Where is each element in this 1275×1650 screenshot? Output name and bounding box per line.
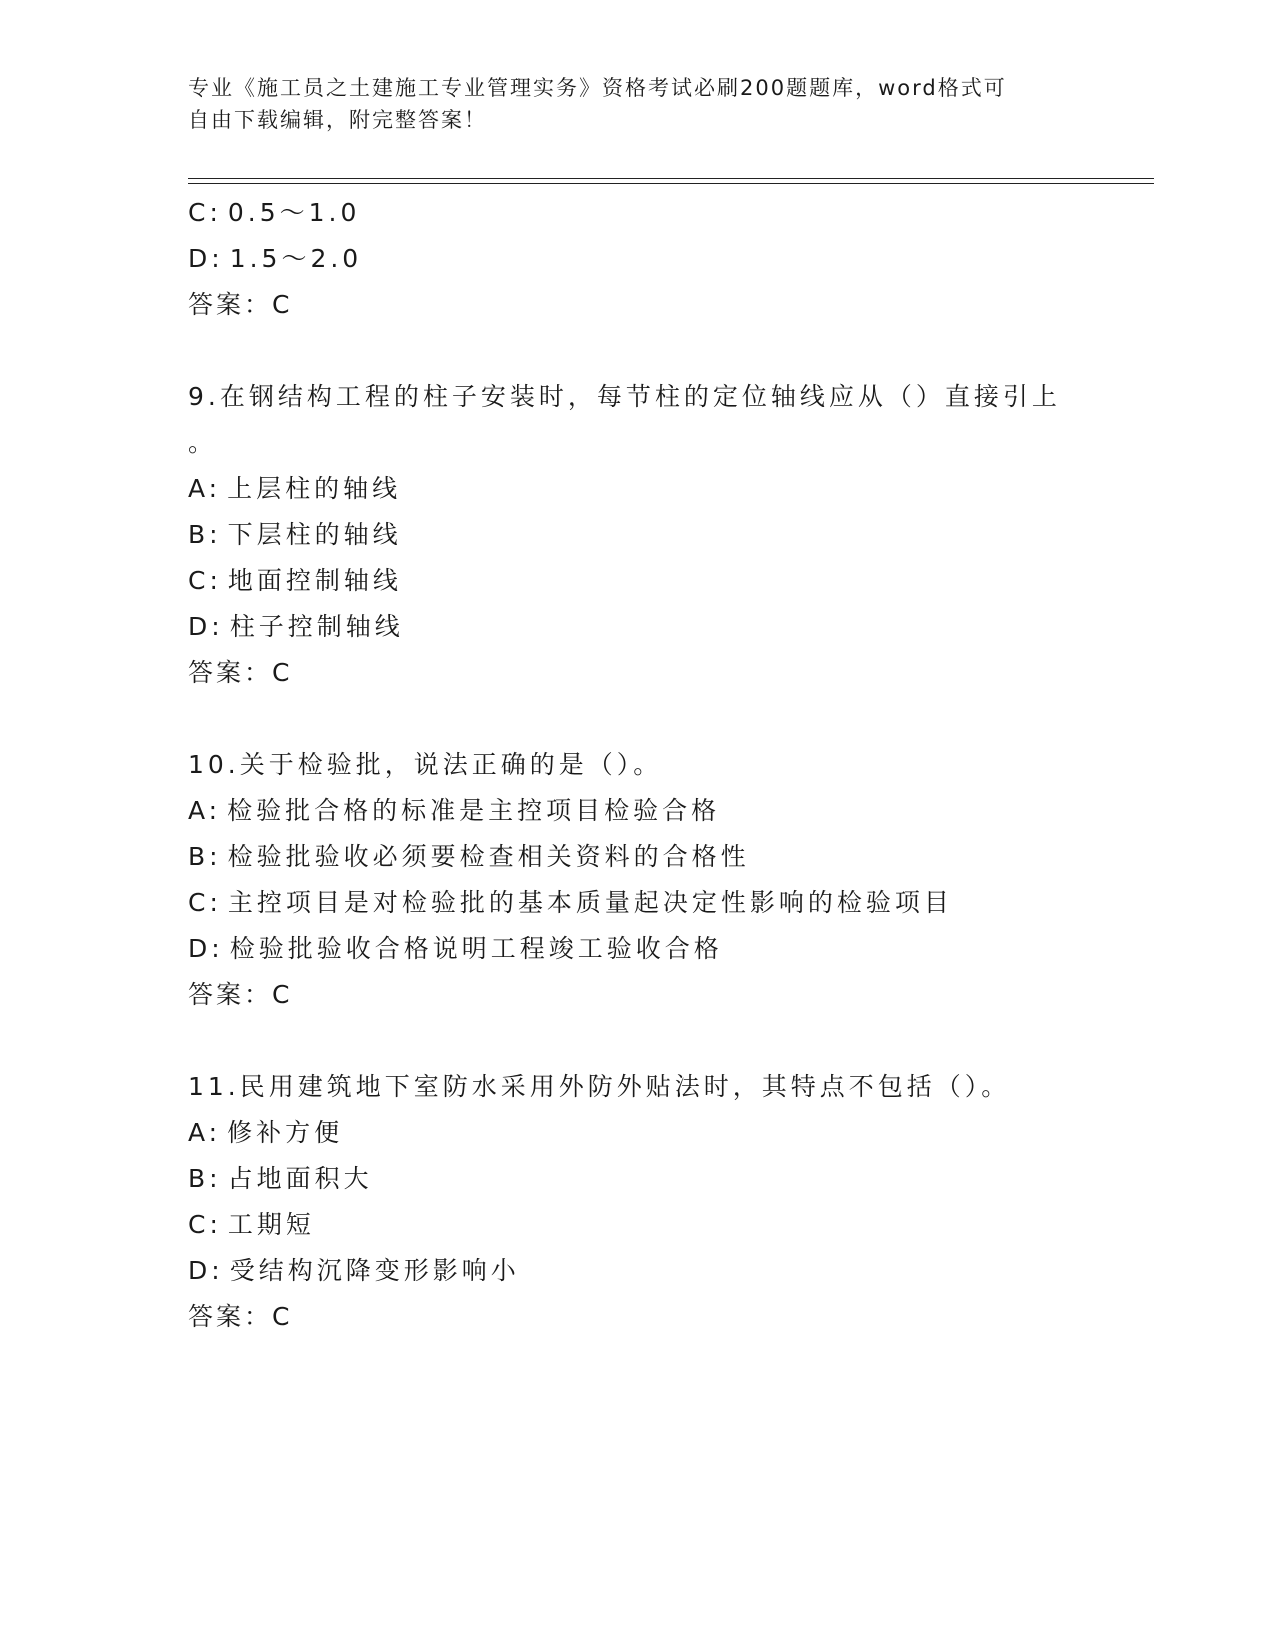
header-divider-bottom	[188, 183, 1154, 184]
option-label: D:	[188, 1256, 224, 1285]
question-content	[188, 190, 1148, 1340]
option-label: B:	[188, 842, 222, 871]
spacer	[188, 1018, 1148, 1064]
option-label: C:	[188, 888, 222, 917]
option-a	[188, 788, 1148, 834]
option-label: B:	[188, 1164, 222, 1193]
option-label: D:	[188, 244, 224, 273]
option-text: 占地面积大	[227, 1164, 373, 1193]
option-text: 地面控制轴线	[227, 566, 402, 595]
answer-line: 答案：C	[188, 1302, 293, 1331]
option-label: D:	[188, 934, 224, 963]
option-text: 下层柱的轴线	[227, 520, 402, 549]
answer-line: 答案：C	[188, 658, 293, 687]
option-text: 工期短	[227, 1210, 315, 1239]
header-line-1: 专业《施工员之土建施工专业管理实务》资格考试必刷200题题库，word格式可	[188, 76, 1007, 100]
option-text: 柱子控制轴线	[229, 612, 404, 641]
option-text: 修补方便	[227, 1118, 344, 1147]
header-divider-top	[188, 178, 1154, 179]
option-text: 检验批验收必须要检查相关资料的合格性	[227, 842, 750, 871]
option-label: D:	[188, 612, 224, 641]
option-label: A:	[188, 1118, 222, 1147]
option-b	[188, 512, 1148, 558]
option-d	[188, 926, 1148, 972]
option-c	[188, 558, 1148, 604]
option-label: C:	[188, 566, 222, 595]
option-text: 上层柱的轴线	[227, 474, 402, 503]
option-text: 主控项目是对检验批的基本质量起决定性影响的检验项目	[227, 888, 953, 917]
option-label: B:	[188, 520, 222, 549]
option-a	[188, 1110, 1148, 1156]
answer-line: 答案：C	[188, 290, 293, 319]
question-stem: 10.关于检验批，说法正确的是（）。	[188, 750, 663, 779]
option-c	[188, 880, 1148, 926]
option-d	[188, 1248, 1148, 1294]
question-stem-continued: 。	[188, 428, 218, 457]
question-stem: 11.民用建筑地下室防水采用外防外贴法时，其特点不包括（）。	[188, 1072, 1011, 1101]
question-stem: 9.在钢结构工程的柱子安装时，每节柱的定位轴线应从（）直接引上	[188, 382, 1061, 411]
option-d	[188, 236, 1148, 282]
option-label: C:	[188, 198, 222, 227]
option-b	[188, 1156, 1148, 1202]
option-c	[188, 190, 1148, 236]
option-text: 检验批验收合格说明工程竣工验收合格	[229, 934, 723, 963]
answer-line: 答案：C	[188, 980, 293, 1009]
option-label: A:	[188, 474, 222, 503]
option-text: 0.5～1.0	[227, 198, 361, 227]
option-text: 受结构沉降变形影响小	[229, 1256, 520, 1285]
header-line-2: 自由下载编辑，附完整答案！	[188, 108, 487, 132]
question-fragment	[188, 190, 1148, 328]
question-10	[188, 742, 1148, 1018]
option-text: 1.5～2.0	[229, 244, 363, 273]
spacer	[188, 328, 1148, 374]
option-a	[188, 466, 1148, 512]
document-header	[188, 72, 1068, 136]
option-label: A:	[188, 796, 222, 825]
question-11	[188, 1064, 1148, 1340]
question-9	[188, 374, 1148, 696]
spacer	[188, 696, 1148, 742]
option-b	[188, 834, 1148, 880]
option-text: 检验批合格的标准是主控项目检验合格	[227, 796, 721, 825]
option-c	[188, 1202, 1148, 1248]
option-d	[188, 604, 1148, 650]
option-label: C:	[188, 1210, 222, 1239]
